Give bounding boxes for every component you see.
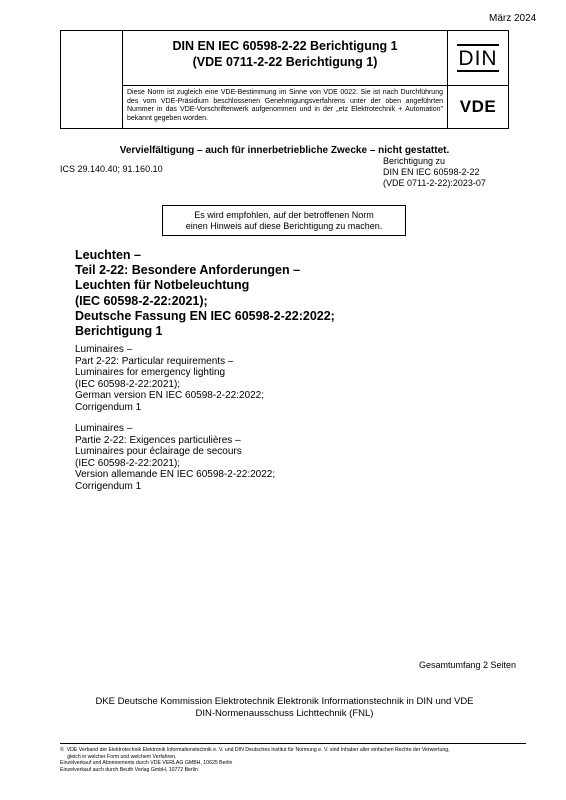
footer-divider [60, 743, 526, 744]
correction-line-2: DIN EN IEC 60598-2-22 [383, 167, 480, 177]
correction-reference [383, 156, 486, 189]
title-en-line: Part 2-22: Particular requirements – [75, 355, 234, 367]
title-german [75, 248, 335, 339]
title-de-line: Deutsche Fassung EN IEC 60598-2-22:2022; [75, 308, 335, 323]
title-de-line: Berichtigung 1 [75, 324, 163, 339]
din-logo-text: DIN [457, 44, 498, 72]
vde-notice: Diese Norm ist zugleich eine VDE-Bestimmung im Sinne von VDE 0022. Sie ist nach Durchführung des vom VDE-Präsidium beschlossenen Genehmigungsverfahrens unter der oben angeführten Nummer in das VDE-Vorschriftenwerk aufgenommen und in der „etz Elektrotechnik + Automation" bekannt gegeben worden. [127, 89, 443, 122]
title-fr-line: Luminaires pour éclairage de secours [75, 446, 242, 458]
title-fr-line: Version allemande EN IEC 60598-2-22:2022; [75, 469, 276, 481]
title-de-line: Teil 2-22: Besondere Anforderungen – [75, 263, 301, 278]
title-de-line: Leuchten – [75, 248, 141, 262]
recommendation-box [162, 205, 406, 236]
reproduction-notice: Vervielfältigung – auch für innerbetriebliche Zwecke – nicht gestattet. [119, 145, 450, 156]
footer-line: gleich in welcher Form und welchem Verfahren. [60, 753, 177, 760]
title-french [75, 423, 275, 493]
title-de-line: (IEC 60598-2-22:2021); [75, 293, 208, 308]
footer-line: Einzelverkauf und Abonnements durch VDE VERLAG GMBH, 10625 Berlin [60, 760, 233, 767]
correction-line-3: (VDE 0711-2-22):2023-07 [383, 178, 486, 188]
title-fr-line: Corrigendum 1 [75, 480, 142, 492]
din-logo [447, 30, 509, 85]
title-line-2: (VDE 0711-2-22 Berichtigung 1) [192, 55, 378, 69]
footer-line: © VDE Verband der Elektrotechnik Elektronik Informationstechnik e. V. und DIN Deutsches Institut für Normung e. V. sind Inhaber aller einfachen Rechte der Verwertung, [60, 747, 450, 753]
title-en-line: Luminaires for emergency lighting [75, 367, 226, 379]
document-title [123, 38, 447, 70]
recommendation-line-2: einen Hinweis auf diese Berichtigung zu machen. [185, 221, 383, 231]
title-fr-line: Luminaires – [75, 423, 133, 434]
title-line-1: DIN EN IEC 60598-2-22 Berichtigung 1 [172, 39, 398, 53]
copyright-footer [60, 747, 530, 774]
recommendation-line-1: Es wird empfohlen, auf der betroffenen Norm [194, 210, 374, 220]
correction-line-1: Berichtigung zu [383, 156, 446, 166]
committee-info [60, 696, 509, 720]
title-english [75, 344, 264, 414]
title-en-line: (IEC 60598-2-22:2021); [75, 378, 181, 390]
title-fr-line: (IEC 60598-2-22:2021); [75, 457, 181, 469]
title-en-line: German version EN IEC 60598-2-22:2022; [75, 390, 264, 402]
title-de-line: Leuchten für Notbeleuchtung [75, 278, 250, 293]
footer-line: Einzelverkauf auch durch Beuth Verlag GmbH, 10772 Berlin [60, 767, 198, 774]
title-en-line: Corrigendum 1 [75, 401, 142, 413]
committee-line-1: DKE Deutsche Kommission Elektrotechnik Elektronik Informationstechnik in DIN und VDE [95, 696, 474, 707]
ics-code: ICS 29.140.40; 91.160.10 [60, 164, 163, 174]
committee-line-2: DIN-Normenausschuss Lichttechnik (FNL) [195, 708, 374, 719]
page-count: Gesamtumfang 2 Seiten [419, 660, 517, 670]
publication-date: März 2024 [489, 13, 537, 24]
vde-logo: VDE [459, 97, 497, 116]
title-en-line: Luminaires – [75, 344, 133, 355]
header-empty-cell [60, 30, 123, 129]
title-fr-line: Partie 2-22: Exigences particulières – [75, 434, 241, 446]
